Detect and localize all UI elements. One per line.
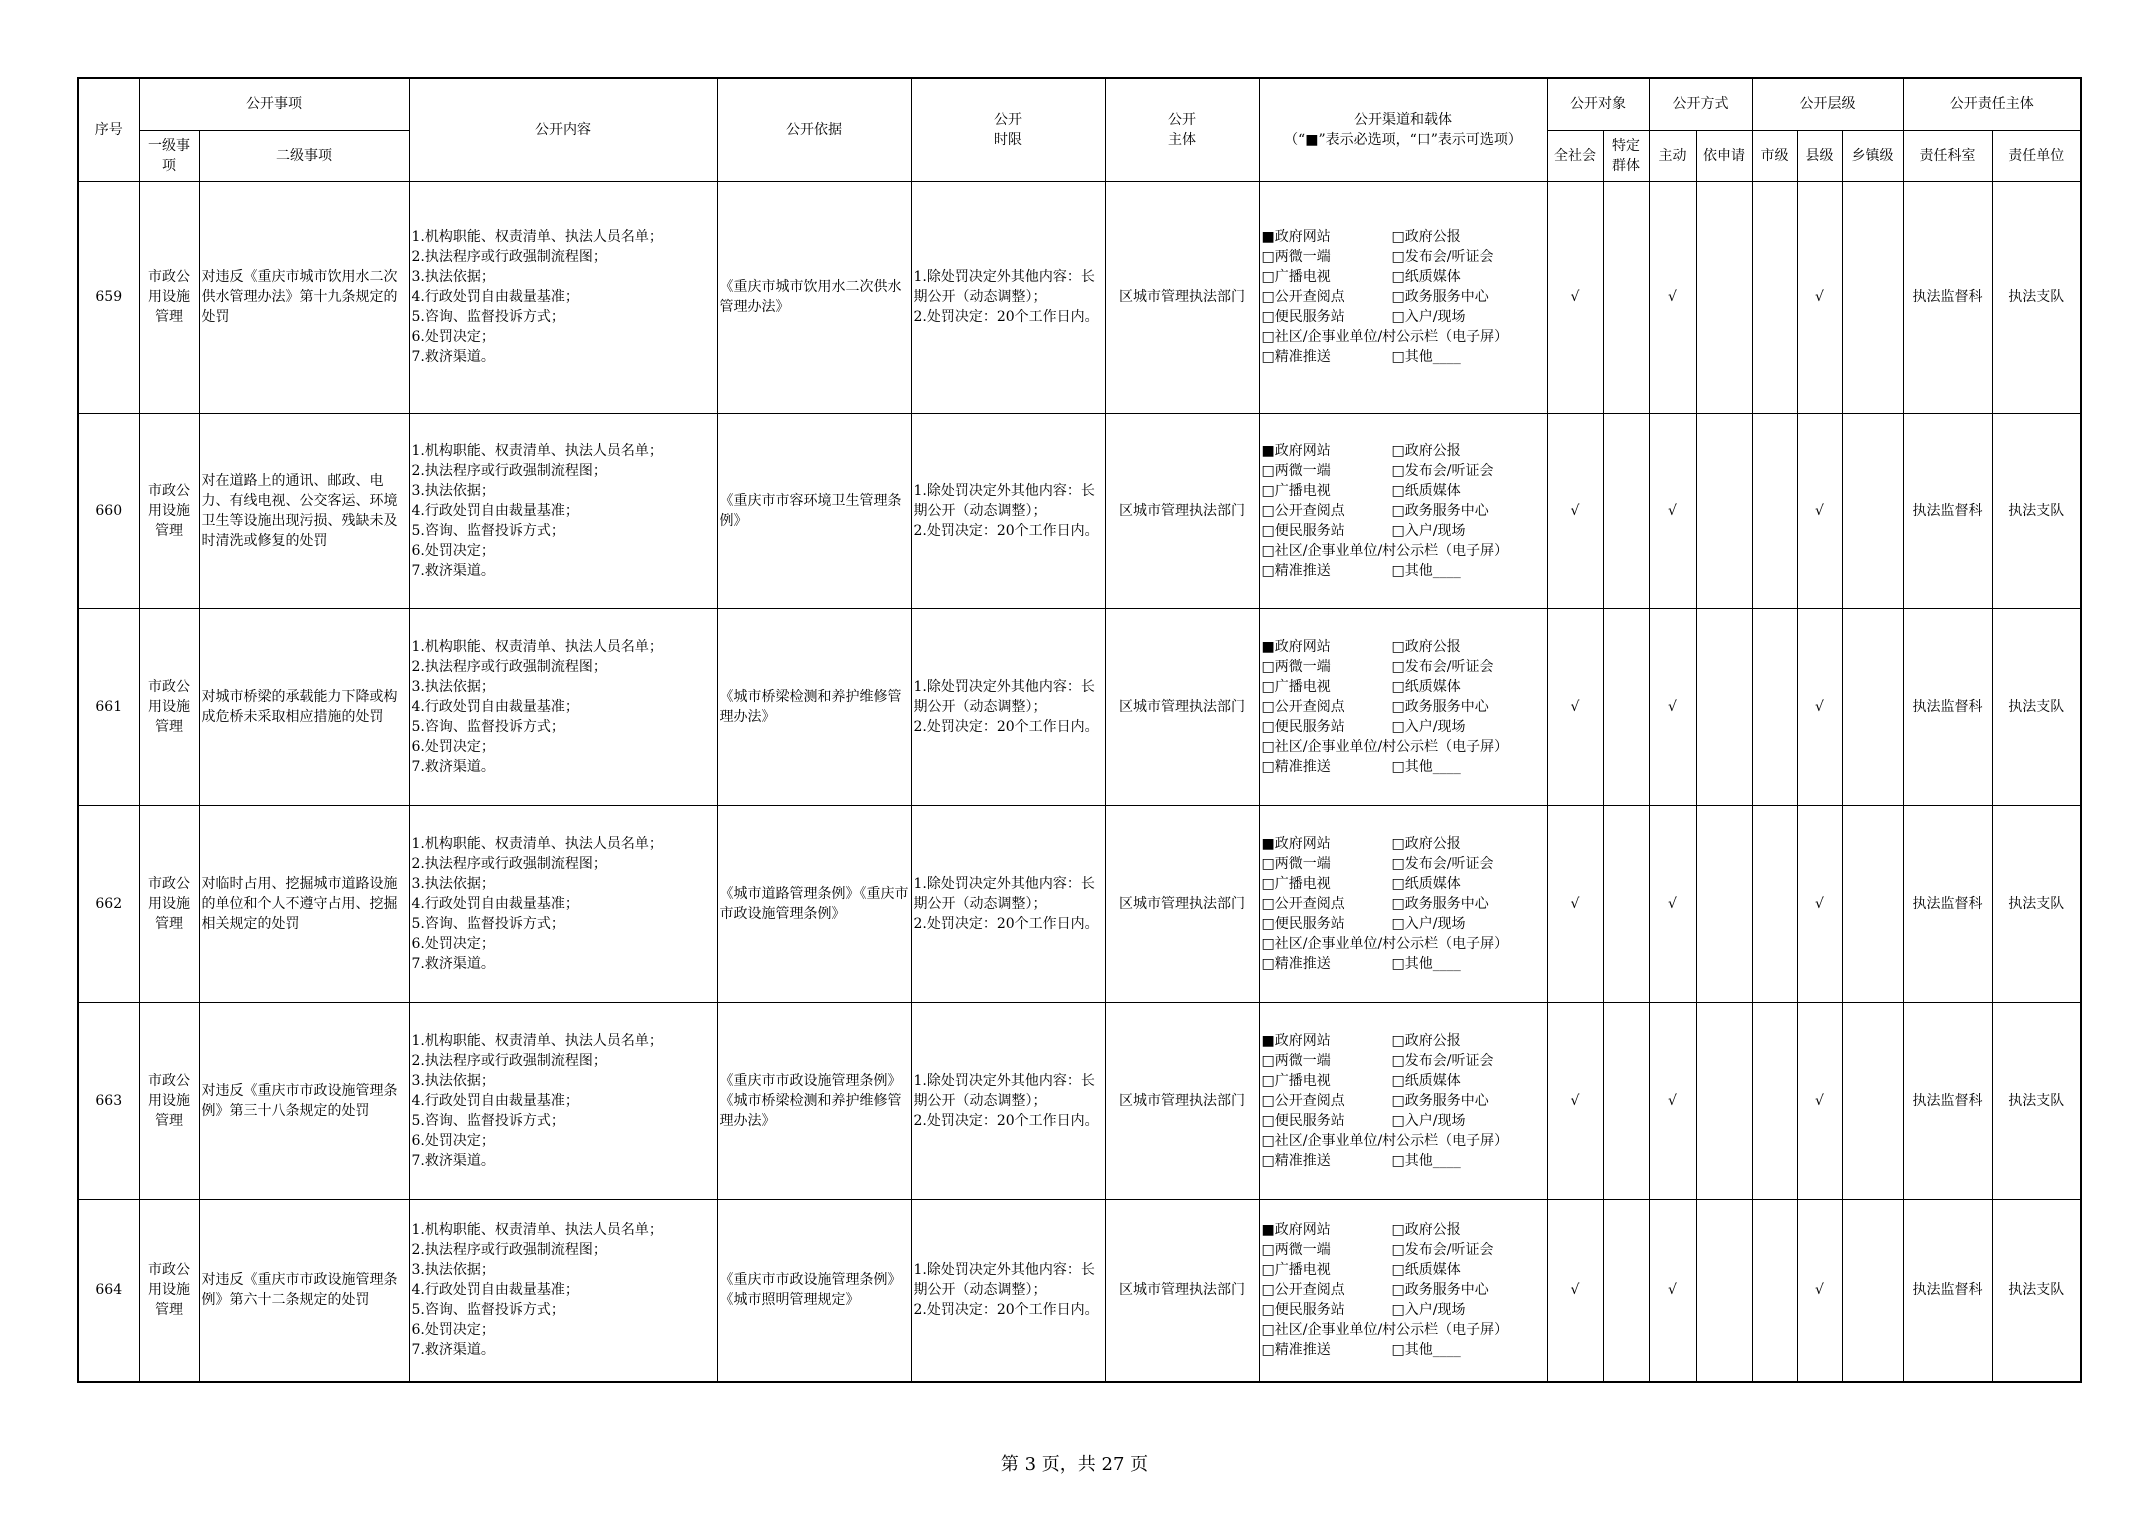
channel-gov-gazette: □政府公报 [1391, 442, 1461, 459]
row-level-county: √ [1797, 413, 1842, 608]
channel-service-station: □便民服务站 [1261, 915, 1345, 932]
header-seq: 序号 [78, 78, 139, 181]
row-level-county: √ [1797, 1002, 1842, 1199]
channel-targeted-push: □精准推送 [1261, 955, 1331, 972]
header-content: 公开内容 [409, 78, 717, 181]
channel-gov-gazette: □政府公报 [1391, 638, 1461, 655]
row-level-county: √ [1797, 181, 1842, 413]
row-mode-apply [1696, 1002, 1752, 1199]
row-content: 1.机构职能、权责清单、执法人员名单； 2.执法程序或行政强制流程图； 3.执法依据； 4.行政处罚自由裁量基准； 5.咨询、监督投诉方式； 6.处罚决定； 7.救济渠道。 [409, 181, 717, 413]
channel-targeted-push: □精准推送 [1261, 758, 1331, 775]
row-item: 对违反《重庆市城市饮用水二次供水管理办法》第十九条规定的处罚 [199, 181, 409, 413]
row-resp-unit: 执法支队 [1992, 1199, 2081, 1382]
channel-service-station: □便民服务站 [1261, 522, 1345, 539]
row-level-city [1752, 805, 1797, 1002]
row-subject: 区城市管理执法部门 [1105, 413, 1259, 608]
row-basis: 《城市道路管理条例》《重庆市市政设施管理条例》 [717, 805, 911, 1002]
row-number: 661 [78, 608, 139, 805]
row-time-limit: 1.除处罚决定外其他内容：长期公开（动态调整）； 2.处罚决定：20个工作日内。 [911, 805, 1105, 1002]
row-content: 1.机构职能、权责清单、执法人员名单； 2.执法程序或行政强制流程图； 3.执法依据； 4.行政处罚自由裁量基准； 5.咨询、监督投诉方式； 6.处罚决定； 7.救济渠道。 [409, 608, 717, 805]
row-subject: 区城市管理执法部门 [1105, 1002, 1259, 1199]
channel-press-hearing: □发布会/听证会 [1391, 658, 1494, 675]
row-level-city [1752, 1002, 1797, 1199]
header-level-city: 市级 [1752, 130, 1797, 181]
row-number: 660 [78, 413, 139, 608]
row-level-town [1842, 1002, 1903, 1199]
disclosure-table [77, 77, 2082, 1383]
row-category: 市政公用设施管理 [139, 181, 199, 413]
row-mode-active: √ [1649, 805, 1696, 1002]
row-mode-apply [1696, 181, 1752, 413]
row-item: 对城市桥梁的承载能力下降或构成危桥未采取相应措施的处罚 [199, 608, 409, 805]
row-channels [1259, 181, 1547, 413]
channel-broadcast-tv: □广播电视 [1261, 482, 1331, 499]
channel-weibo-wechat-app: □两微一端 [1261, 658, 1331, 675]
row-level-town [1842, 805, 1903, 1002]
row-target-special [1603, 181, 1649, 413]
row-item: 对临时占用、挖掘城市道路设施的单位和个人不遵守占用、挖掘相关规定的处罚 [199, 805, 409, 1002]
row-level-city [1752, 413, 1797, 608]
header-level: 公开层级 [1752, 78, 1903, 130]
row-target-all: √ [1547, 805, 1603, 1002]
row-channels [1259, 1002, 1547, 1199]
row-target-all: √ [1547, 608, 1603, 805]
row-level-city [1752, 1199, 1797, 1382]
header-target-all: 全社会 [1547, 130, 1603, 181]
header-mode-active: 主动 [1649, 130, 1696, 181]
row-target-all: √ [1547, 181, 1603, 413]
channel-bulletin-board: □社区/企事业单位/村公示栏（电子屏） [1261, 738, 1509, 755]
header-basis: 公开依据 [717, 78, 911, 181]
header-target: 公开对象 [1547, 78, 1649, 130]
channel-public-reading-point: □公开查阅点 [1261, 895, 1345, 912]
table-row [78, 1002, 2081, 1199]
table-row [78, 805, 2081, 1002]
row-target-all: √ [1547, 413, 1603, 608]
header-resp: 公开责任主体 [1903, 78, 2081, 130]
header-target-special: 特定群体 [1603, 130, 1649, 181]
channel-gov-website: ■政府网站 [1261, 1222, 1331, 1239]
table-row [78, 1199, 2081, 1382]
header-level2: 二级事项 [199, 130, 409, 181]
header-mode-apply: 依申请 [1696, 130, 1752, 181]
row-level-town [1842, 608, 1903, 805]
channel-service-station: □便民服务站 [1261, 1112, 1345, 1129]
row-basis: 《城市桥梁检测和养护维修管理办法》 [717, 608, 911, 805]
channel-bulletin-board: □社区/企事业单位/村公示栏（电子屏） [1261, 1322, 1509, 1339]
row-resp-office: 执法监督科 [1903, 608, 1992, 805]
row-subject: 区城市管理执法部门 [1105, 805, 1259, 1002]
table-row [78, 608, 2081, 805]
channel-other: □其他____ [1391, 562, 1461, 579]
row-level-city [1752, 608, 1797, 805]
channel-gov-service-center: □政务服务中心 [1391, 289, 1489, 305]
channel-service-station: □便民服务站 [1261, 1302, 1345, 1319]
channel-door-to-door: □入户/现场 [1391, 309, 1466, 325]
channel-press-hearing: □发布会/听证会 [1391, 249, 1494, 265]
row-number: 662 [78, 805, 139, 1002]
row-resp-unit: 执法支队 [1992, 608, 2081, 805]
channel-gov-service-center: □政务服务中心 [1391, 895, 1489, 912]
row-mode-active: √ [1649, 1199, 1696, 1382]
row-category: 市政公用设施管理 [139, 1002, 199, 1199]
row-level-town [1842, 181, 1903, 413]
row-mode-active: √ [1649, 181, 1696, 413]
row-number: 659 [78, 181, 139, 413]
channel-bulletin-board: □社区/企事业单位/村公示栏（电子屏） [1261, 329, 1509, 345]
row-level-county: √ [1797, 608, 1842, 805]
row-number: 663 [78, 1002, 139, 1199]
channel-weibo-wechat-app: □两微一端 [1261, 1242, 1331, 1259]
row-mode-active: √ [1649, 413, 1696, 608]
row-level-town [1842, 413, 1903, 608]
row-channels [1259, 413, 1547, 608]
channel-gov-website: ■政府网站 [1261, 442, 1331, 459]
channel-gov-gazette: □政府公报 [1391, 835, 1461, 852]
row-channels [1259, 1199, 1547, 1382]
channel-other: □其他____ [1391, 349, 1461, 365]
row-basis: 《重庆市城市饮用水二次供水管理办法》 [717, 181, 911, 413]
row-basis: 《重庆市市政设施管理条例》《城市照明管理规定》 [717, 1199, 911, 1382]
row-subject: 区城市管理执法部门 [1105, 181, 1259, 413]
table-row [78, 413, 2081, 608]
row-resp-office: 执法监督科 [1903, 1199, 1992, 1382]
row-resp-office: 执法监督科 [1903, 413, 1992, 608]
channel-broadcast-tv: □广播电视 [1261, 269, 1331, 285]
channel-broadcast-tv: □广播电视 [1261, 1072, 1331, 1089]
channel-gov-gazette: □政府公报 [1391, 229, 1461, 245]
row-mode-apply [1696, 608, 1752, 805]
channel-other: □其他____ [1391, 758, 1461, 775]
channel-press-hearing: □发布会/听证会 [1391, 1242, 1494, 1259]
channel-public-reading-point: □公开查阅点 [1261, 698, 1345, 715]
channel-targeted-push: □精准推送 [1261, 1342, 1331, 1359]
row-level-city [1752, 181, 1797, 413]
header-subject: 公开 主体 [1105, 78, 1259, 181]
row-content: 1.机构职能、权责清单、执法人员名单； 2.执法程序或行政强制流程图； 3.执法依据； 4.行政处罚自由裁量基准； 5.咨询、监督投诉方式； 6.处罚决定； 7.救济渠道。 [409, 413, 717, 608]
channel-public-reading-point: □公开查阅点 [1261, 1282, 1345, 1299]
header-channel: 公开渠道和载体 （“■”表示必选项，“口”表示可选项） [1259, 78, 1547, 181]
row-item: 对在道路上的通讯、邮政、电力、有线电视、公交客运、环境卫生等设施出现污损、残缺未及时清洗或修复的处罚 [199, 413, 409, 608]
channel-weibo-wechat-app: □两微一端 [1261, 249, 1331, 265]
channel-public-reading-point: □公开查阅点 [1261, 502, 1345, 519]
channel-weibo-wechat-app: □两微一端 [1261, 1052, 1331, 1069]
channel-door-to-door: □入户/现场 [1391, 718, 1466, 735]
channel-print-media: □纸质媒体 [1391, 1072, 1461, 1089]
channel-press-hearing: □发布会/听证会 [1391, 1052, 1494, 1069]
row-subject: 区城市管理执法部门 [1105, 608, 1259, 805]
row-category: 市政公用设施管理 [139, 805, 199, 1002]
channel-gov-website: ■政府网站 [1261, 229, 1331, 245]
row-level-county: √ [1797, 805, 1842, 1002]
row-channels [1259, 805, 1547, 1002]
header-resp-unit: 责任单位 [1992, 130, 2081, 181]
row-time-limit: 1.除处罚决定外其他内容：长期公开（动态调整）； 2.处罚决定：20个工作日内。 [911, 1199, 1105, 1382]
header-level-town: 乡镇级 [1842, 130, 1903, 181]
row-time-limit: 1.除处罚决定外其他内容：长期公开（动态调整）； 2.处罚决定：20个工作日内。 [911, 413, 1105, 608]
row-target-all: √ [1547, 1199, 1603, 1382]
row-target-special [1603, 608, 1649, 805]
channel-gov-website: ■政府网站 [1261, 1032, 1331, 1049]
channel-gov-website: ■政府网站 [1261, 638, 1331, 655]
channel-print-media: □纸质媒体 [1391, 482, 1461, 499]
row-subject: 区城市管理执法部门 [1105, 1199, 1259, 1382]
header-time-limit: 公开 时限 [911, 78, 1105, 181]
channel-gov-service-center: □政务服务中心 [1391, 502, 1489, 519]
row-item: 对违反《重庆市市政设施管理条例》第三十八条规定的处罚 [199, 1002, 409, 1199]
channel-broadcast-tv: □广播电视 [1261, 1262, 1331, 1279]
row-target-special [1603, 1199, 1649, 1382]
channel-print-media: □纸质媒体 [1391, 1262, 1461, 1279]
channel-gov-gazette: □政府公报 [1391, 1032, 1461, 1049]
channel-public-reading-point: □公开查阅点 [1261, 289, 1345, 305]
channel-door-to-door: □入户/现场 [1391, 1302, 1466, 1319]
channel-targeted-push: □精准推送 [1261, 349, 1331, 365]
row-category: 市政公用设施管理 [139, 608, 199, 805]
channel-bulletin-board: □社区/企事业单位/村公示栏（电子屏） [1261, 542, 1509, 559]
channel-door-to-door: □入户/现场 [1391, 915, 1466, 932]
row-resp-office: 执法监督科 [1903, 1002, 1992, 1199]
row-content: 1.机构职能、权责清单、执法人员名单； 2.执法程序或行政强制流程图； 3.执法依据； 4.行政处罚自由裁量基准； 5.咨询、监督投诉方式； 6.处罚决定； 7.救济渠道。 [409, 1199, 717, 1382]
row-target-special [1603, 1002, 1649, 1199]
channel-print-media: □纸质媒体 [1391, 875, 1461, 892]
row-target-special [1603, 805, 1649, 1002]
row-target-special [1603, 413, 1649, 608]
row-time-limit: 1.除处罚决定外其他内容：长期公开（动态调整）； 2.处罚决定：20个工作日内。 [911, 1002, 1105, 1199]
channel-weibo-wechat-app: □两微一端 [1261, 855, 1331, 872]
header-mode: 公开方式 [1649, 78, 1752, 130]
row-resp-unit: 执法支队 [1992, 1002, 2081, 1199]
row-resp-office: 执法监督科 [1903, 805, 1992, 1002]
header-level-county: 县级 [1797, 130, 1842, 181]
row-level-county: √ [1797, 1199, 1842, 1382]
channel-service-station: □便民服务站 [1261, 718, 1345, 735]
row-time-limit: 1.除处罚决定外其他内容：长期公开（动态调整）； 2.处罚决定：20个工作日内。 [911, 181, 1105, 413]
row-mode-apply [1696, 805, 1752, 1002]
channel-public-reading-point: □公开查阅点 [1261, 1092, 1345, 1109]
row-resp-office: 执法监督科 [1903, 181, 1992, 413]
channel-door-to-door: □入户/现场 [1391, 1112, 1466, 1129]
header-matters: 公开事项 [139, 78, 409, 130]
channel-press-hearing: □发布会/听证会 [1391, 462, 1494, 479]
channel-other: □其他____ [1391, 1152, 1461, 1169]
row-basis: 《重庆市市容环境卫生管理条例》 [717, 413, 911, 608]
channel-bulletin-board: □社区/企事业单位/村公示栏（电子屏） [1261, 935, 1509, 952]
channel-gov-service-center: □政务服务中心 [1391, 1282, 1489, 1299]
channel-bulletin-board: □社区/企事业单位/村公示栏（电子屏） [1261, 1132, 1509, 1149]
channel-gov-service-center: □政务服务中心 [1391, 698, 1489, 715]
row-level-town [1842, 1199, 1903, 1382]
row-category: 市政公用设施管理 [139, 1199, 199, 1382]
channel-other: □其他____ [1391, 955, 1461, 972]
channel-door-to-door: □入户/现场 [1391, 522, 1466, 539]
page-footer: 第 3 页，共 27 页 [1000, 1454, 1149, 1475]
row-basis: 《重庆市市政设施管理条例》《城市桥梁检测和养护维修管理办法》 [717, 1002, 911, 1199]
row-resp-unit: 执法支队 [1992, 805, 2081, 1002]
channel-other: □其他____ [1391, 1342, 1461, 1359]
channel-press-hearing: □发布会/听证会 [1391, 855, 1494, 872]
header-resp-office: 责任科室 [1903, 130, 1992, 181]
channel-gov-website: ■政府网站 [1261, 835, 1331, 852]
row-content: 1.机构职能、权责清单、执法人员名单； 2.执法程序或行政强制流程图； 3.执法依据； 4.行政处罚自由裁量基准； 5.咨询、监督投诉方式； 6.处罚决定； 7.救济渠道。 [409, 805, 717, 1002]
row-resp-unit: 执法支队 [1992, 181, 2081, 413]
row-mode-apply [1696, 413, 1752, 608]
channel-broadcast-tv: □广播电视 [1261, 678, 1331, 695]
channel-targeted-push: □精准推送 [1261, 1152, 1331, 1169]
channel-weibo-wechat-app: □两微一端 [1261, 462, 1331, 479]
row-target-all: √ [1547, 1002, 1603, 1199]
row-content: 1.机构职能、权责清单、执法人员名单； 2.执法程序或行政强制流程图； 3.执法依据； 4.行政处罚自由裁量基准； 5.咨询、监督投诉方式； 6.处罚决定； 7.救济渠道。 [409, 1002, 717, 1199]
row-mode-apply [1696, 1199, 1752, 1382]
row-category: 市政公用设施管理 [139, 413, 199, 608]
row-channels [1259, 608, 1547, 805]
channel-broadcast-tv: □广播电视 [1261, 875, 1331, 892]
channel-print-media: □纸质媒体 [1391, 678, 1461, 695]
row-number: 664 [78, 1199, 139, 1382]
row-time-limit: 1.除处罚决定外其他内容：长期公开（动态调整）； 2.处罚决定：20个工作日内。 [911, 608, 1105, 805]
table-row [78, 181, 2081, 413]
channel-gov-gazette: □政府公报 [1391, 1222, 1461, 1239]
header-level1: 一级事项 [139, 130, 199, 181]
channel-targeted-push: □精准推送 [1261, 562, 1331, 579]
channel-gov-service-center: □政务服务中心 [1391, 1092, 1489, 1109]
row-item: 对违反《重庆市市政设施管理条例》第六十二条规定的处罚 [199, 1199, 409, 1382]
row-mode-active: √ [1649, 608, 1696, 805]
row-mode-active: √ [1649, 1002, 1696, 1199]
channel-service-station: □便民服务站 [1261, 309, 1345, 325]
row-resp-unit: 执法支队 [1992, 413, 2081, 608]
channel-print-media: □纸质媒体 [1391, 269, 1461, 285]
